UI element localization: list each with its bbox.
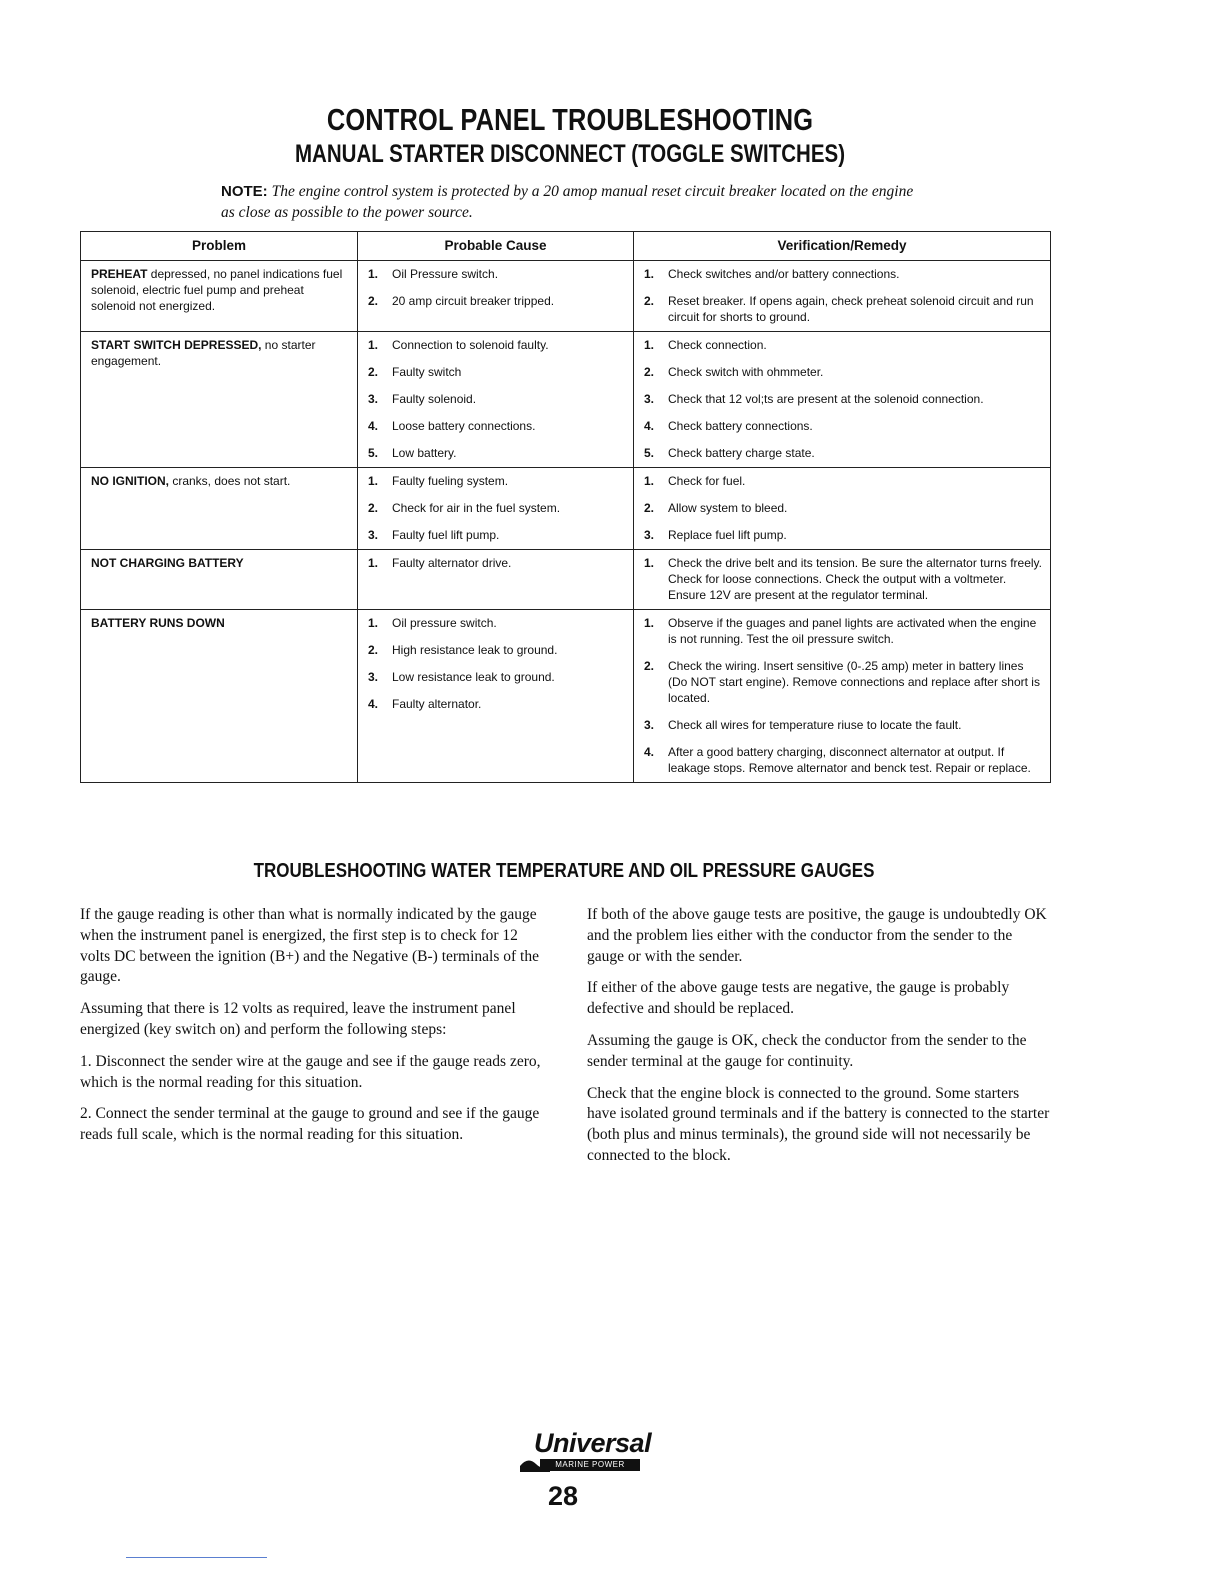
note-label: NOTE: bbox=[221, 183, 268, 200]
troubleshooting-table bbox=[80, 231, 1051, 783]
item-number: 3. bbox=[368, 670, 379, 684]
cause-cell bbox=[358, 610, 634, 783]
item-number: 1. bbox=[368, 474, 379, 488]
item-text: Check for air in the fuel system. bbox=[392, 501, 561, 515]
item-number: 2. bbox=[368, 365, 379, 379]
item-number: 1. bbox=[644, 474, 655, 488]
column-header-cause: Probable Cause bbox=[358, 232, 634, 261]
cause-cell bbox=[358, 332, 634, 468]
item-number: 3. bbox=[368, 392, 379, 406]
problem-description: depressed, no panel indications fuel solenoid, electric fuel pump and preheat solenoid not energized. bbox=[91, 267, 343, 313]
page-subtitle: MANUAL STARTER DISCONNECT (TOGGLE SWITCHES) bbox=[294, 140, 846, 168]
remedy-cell bbox=[634, 468, 1051, 550]
item-number: 2. bbox=[644, 659, 655, 673]
item-text: Check the drive belt and its tension. Be sure the alternator turns freely. Check for loose connections. Check the output with a voltmeter. Ensure 12V are present at the regulator terminal. bbox=[668, 556, 1042, 602]
item-number: 2. bbox=[368, 643, 379, 657]
cause-cell bbox=[358, 550, 634, 610]
cause-item bbox=[368, 500, 625, 516]
item-text: Check switch with ohmmeter. bbox=[668, 365, 824, 379]
remedy-item bbox=[644, 445, 1042, 461]
paragraph: If either of the above gauge tests are negative, the gauge is probably defective and should be replaced. bbox=[587, 979, 1010, 1018]
item-text: Faulty alternator. bbox=[392, 697, 482, 711]
problem-title: BATTERY RUNS DOWN bbox=[91, 616, 225, 630]
item-number: 1. bbox=[644, 616, 655, 630]
problem-description: cranks, does not start. bbox=[169, 474, 291, 488]
item-text: Check connection. bbox=[668, 338, 767, 352]
item-number: 2. bbox=[368, 501, 379, 515]
remedy-item bbox=[644, 293, 1042, 325]
remedy-item bbox=[644, 744, 1042, 776]
remedy-cell bbox=[634, 610, 1051, 783]
item-text: Replace fuel lift pump. bbox=[668, 528, 787, 542]
cause-item bbox=[368, 364, 625, 380]
problem-cell bbox=[81, 261, 358, 332]
item-number: 1. bbox=[368, 556, 379, 570]
cause-cell bbox=[358, 261, 634, 332]
problem-title: PREHEAT bbox=[91, 267, 148, 281]
paragraph: Assuming the gauge is OK, check the conductor from the sender to the sender terminal at the gauge for continuity. bbox=[587, 1031, 1027, 1070]
item-text: Observe if the guages and panel lights are activated when the engine is not running. Test the oil pressure switch. bbox=[668, 616, 1037, 646]
item-number: 1. bbox=[368, 616, 379, 630]
item-number: 3. bbox=[644, 718, 655, 732]
column-header-remedy: Verification/Remedy bbox=[634, 232, 1051, 261]
cause-item bbox=[368, 473, 625, 489]
logo-tagline: MARINE POWER bbox=[555, 1460, 625, 1469]
page-number: 28 bbox=[548, 1481, 579, 1511]
remedy-item bbox=[644, 418, 1042, 434]
item-number: 4. bbox=[368, 697, 379, 711]
item-text: Reset breaker. If opens again, check preheat solenoid circuit and run circuit for shorts to ground. bbox=[668, 294, 1034, 324]
cause-item bbox=[368, 293, 625, 309]
cause-item bbox=[368, 445, 625, 461]
item-number: 1. bbox=[644, 267, 655, 281]
item-number: 3. bbox=[368, 528, 379, 542]
item-text: Allow system to bleed. bbox=[668, 501, 788, 515]
item-number: 1. bbox=[368, 338, 379, 352]
item-text: Faulty switch bbox=[392, 365, 462, 379]
item-number: 4. bbox=[368, 419, 379, 433]
item-number: 2. bbox=[644, 365, 655, 379]
problem-description: no starter engagement. bbox=[91, 338, 316, 368]
cause-item bbox=[368, 642, 625, 658]
item-text: Oil pressure switch. bbox=[392, 616, 497, 630]
item-text: Faulty alternator drive. bbox=[392, 556, 512, 570]
table-row bbox=[81, 468, 1051, 550]
item-text: Low battery. bbox=[392, 446, 457, 460]
cause-item bbox=[368, 418, 625, 434]
gauges-text-left-column bbox=[80, 905, 545, 1157]
paragraph: If both of the above gauge tests are positive, the gauge is undoubtedly OK and the problem lies either with the conductor from the sender to the gauge or with the sender. bbox=[587, 906, 1047, 965]
paragraph: 1. Disconnect the sender wire at the gauge and see if the gauge reads zero, which is the normal reading for this situation. bbox=[80, 1052, 541, 1091]
paragraph: If the gauge reading is other than what is normally indicated by the gauge when the instrument panel is energized, the first step is to check for 12 volts DC between the ignition (B+) and the Negative (B-) terminals of the gauge. bbox=[80, 906, 539, 986]
cause-item bbox=[368, 527, 625, 543]
table-row bbox=[81, 261, 1051, 332]
item-text: Faulty fuel lift pump. bbox=[392, 528, 500, 542]
remedy-cell bbox=[634, 332, 1051, 468]
item-number: 4. bbox=[644, 745, 655, 759]
item-number: 3. bbox=[644, 392, 655, 406]
table-header-row bbox=[81, 232, 1051, 261]
gauges-section-title: TROUBLESHOOTING WATER TEMPERATURE AND OIL PRESSURE GAUGES bbox=[253, 860, 875, 882]
item-number: 5. bbox=[368, 446, 379, 460]
item-text: Low resistance leak to ground. bbox=[392, 670, 555, 684]
remedy-item bbox=[644, 717, 1042, 733]
bottom-rule bbox=[126, 1557, 267, 1558]
cause-item bbox=[368, 391, 625, 407]
cause-item bbox=[368, 696, 625, 712]
item-text: Check all wires for temperature riuse to locate the fault. bbox=[668, 718, 962, 732]
table-row bbox=[81, 550, 1051, 610]
item-text: Oil Pressure switch. bbox=[392, 267, 499, 281]
item-text: 20 amp circuit breaker tripped. bbox=[392, 294, 555, 308]
item-number: 2. bbox=[368, 294, 379, 308]
item-text: High resistance leak to ground. bbox=[392, 643, 558, 657]
problem-title: NOT CHARGING BATTERY bbox=[91, 556, 244, 570]
item-number: 3. bbox=[644, 528, 655, 542]
problem-cell bbox=[81, 550, 358, 610]
note-text: The engine control system is protected by a 20 amop manual reset circuit breaker located on the engine as close as possible to the power source. bbox=[221, 183, 914, 221]
cause-item bbox=[368, 555, 625, 571]
item-text: Faulty fueling system. bbox=[392, 474, 509, 488]
remedy-item bbox=[644, 473, 1042, 489]
gauges-text-right-column bbox=[587, 905, 1052, 1178]
cause-item bbox=[368, 337, 625, 353]
remedy-cell bbox=[634, 261, 1051, 332]
table-row bbox=[81, 332, 1051, 468]
cause-cell bbox=[358, 468, 634, 550]
item-text: Check for fuel. bbox=[668, 474, 746, 488]
cause-item bbox=[368, 669, 625, 685]
problem-title: NO IGNITION, bbox=[91, 474, 169, 488]
problem-cell bbox=[81, 610, 358, 783]
item-text: Faulty solenoid. bbox=[392, 392, 477, 406]
cause-item bbox=[368, 615, 625, 631]
logo-wordmark: Universal bbox=[534, 1428, 652, 1458]
remedy-item bbox=[644, 364, 1042, 380]
remedy-item bbox=[644, 658, 1042, 706]
remedy-item bbox=[644, 337, 1042, 353]
universal-logo bbox=[520, 1428, 660, 1478]
item-text: Check battery charge state. bbox=[668, 446, 815, 460]
item-number: 2. bbox=[644, 501, 655, 515]
item-text: Loose battery connections. bbox=[392, 419, 536, 433]
table-row bbox=[81, 610, 1051, 783]
item-number: 1. bbox=[644, 556, 655, 570]
item-number: 4. bbox=[644, 419, 655, 433]
item-number: 5. bbox=[644, 446, 655, 460]
item-text: Connection to solenoid faulty. bbox=[392, 338, 549, 352]
remedy-item bbox=[644, 391, 1042, 407]
column-header-problem: Problem bbox=[81, 232, 358, 261]
remedy-item bbox=[644, 500, 1042, 516]
remedy-item bbox=[644, 615, 1042, 647]
item-text: Check that 12 vol;ts are present at the solenoid connection. bbox=[668, 392, 984, 406]
problem-cell bbox=[81, 468, 358, 550]
item-text: Check the wiring. Insert sensitive (0-.25 amp) meter in battery lines (Do NOT start engine). Remove connections and replace after short is located. bbox=[668, 659, 1040, 705]
cause-item bbox=[368, 266, 625, 282]
item-number: 1. bbox=[368, 267, 379, 281]
paragraph: Assuming that there is 12 volts as required, leave the instrument panel energized (key switch on) and perform the following steps: bbox=[80, 1000, 516, 1038]
paragraph: Check that the engine block is connected to the ground. Some starters have isolated ground terminals and if the battery is connected to the starter (both plus and minus terminals), the ground side will not necessarily be connected to the block. bbox=[587, 1084, 1050, 1164]
remedy-item bbox=[644, 527, 1042, 543]
remedy-cell bbox=[634, 550, 1051, 610]
note bbox=[221, 181, 921, 223]
problem-cell bbox=[81, 332, 358, 468]
item-text: Check switches and/or battery connections. bbox=[668, 267, 900, 281]
remedy-item bbox=[644, 266, 1042, 282]
paragraph: 2. Connect the sender terminal at the gauge to ground and see if the gauge reads full scale, which is the normal reading for this situation. bbox=[80, 1105, 540, 1144]
item-text: Check battery connections. bbox=[668, 419, 813, 433]
page-title: CONTROL PANEL TROUBLESHOOTING bbox=[326, 102, 814, 137]
item-text: After a good battery charging, disconnect alternator at output. If leakage stops. Remove alternator and benck test. Repair or replace. bbox=[668, 745, 1031, 775]
item-number: 2. bbox=[644, 294, 655, 308]
remedy-item bbox=[644, 555, 1042, 603]
problem-title: START SWITCH DEPRESSED, bbox=[91, 338, 262, 352]
item-number: 1. bbox=[644, 338, 655, 352]
